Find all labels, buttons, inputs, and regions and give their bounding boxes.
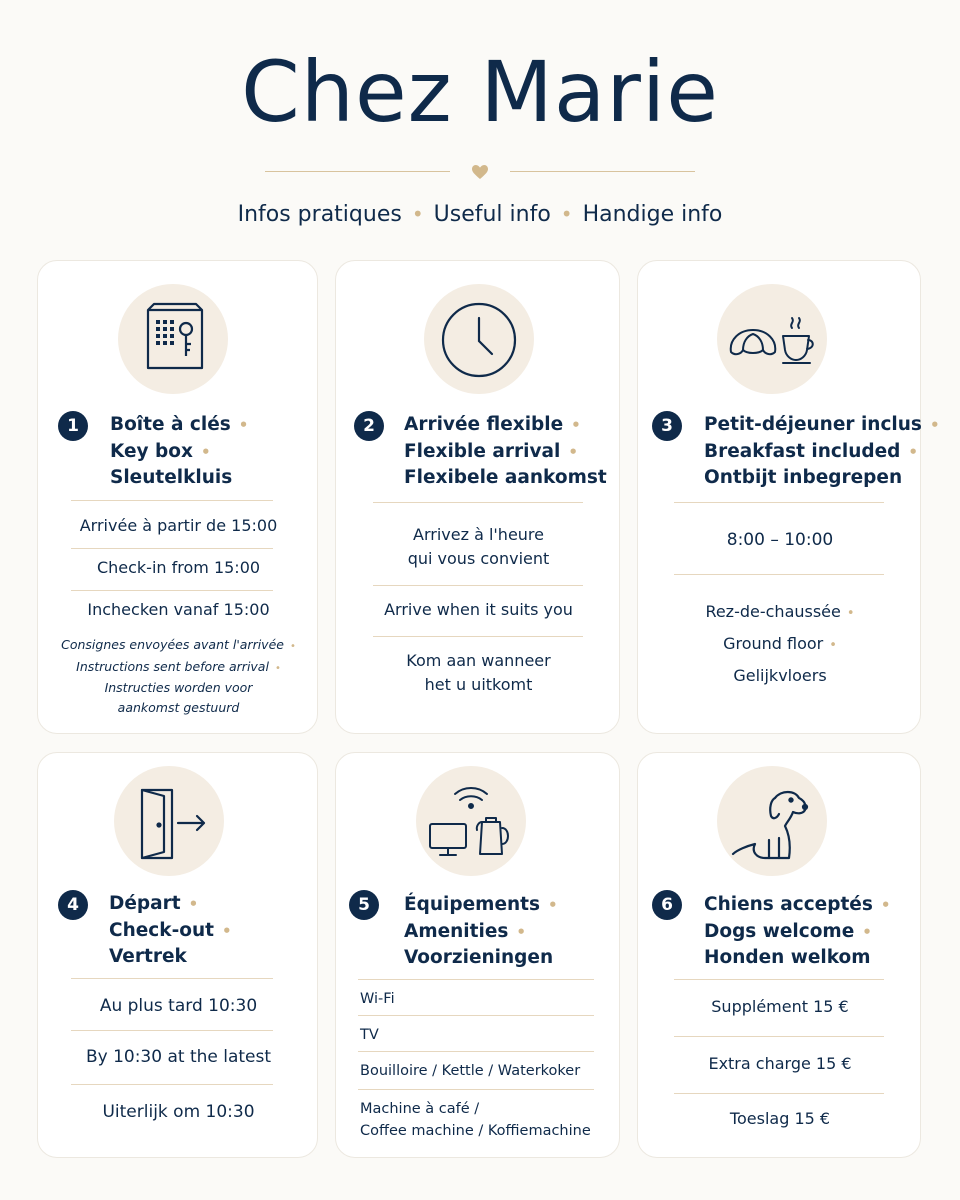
heading-en: Dogs welcome (704, 920, 855, 942)
detail-nl-2: het u uitkomt (424, 675, 533, 694)
detail-text: Uiterlijk om 10:30 (102, 1102, 255, 1122)
bullet-dot: • (289, 641, 296, 652)
card-heading (109, 891, 232, 970)
card-dogs (637, 752, 921, 1158)
card-breakfast (637, 260, 940, 734)
step-number: 1 (58, 411, 88, 441)
heading-fr: Équipements (404, 894, 541, 915)
detail-fr: Rez-de-chaussée (705, 602, 841, 621)
note-nl-2: aankomst gestuurd (117, 699, 240, 715)
subtitle-en: Useful info (433, 202, 551, 227)
detail-en: Ground floor (723, 634, 824, 653)
divider (358, 1089, 594, 1090)
detail-text: Arrive when it suits you (384, 600, 573, 619)
amenity-coffee-en-nl: Coffee machine / Koffiemachine (360, 1123, 591, 1139)
detail-nl: Gelijkvloers (733, 666, 827, 685)
detail-text: Toeslag 15 € (729, 1109, 831, 1128)
card-heading (404, 412, 607, 491)
subtitle (0, 202, 960, 227)
divider (71, 548, 273, 549)
divider-left (265, 171, 450, 172)
detail-fr-1: Arrivez à l'heure (413, 525, 544, 544)
detail-text: Supplément 15 € (711, 997, 849, 1016)
heading-en: Breakfast included (704, 440, 901, 462)
card-heading (404, 892, 558, 971)
heading-nl: Sleutelkluis (110, 467, 233, 488)
icon-circle (717, 766, 827, 876)
dog-icon (717, 766, 827, 876)
step-number: 6 (652, 890, 682, 920)
heading-nl: Honden welkom (704, 947, 871, 968)
detail-text: Extra charge 15 € (708, 1054, 852, 1073)
bullet-dot: • (571, 416, 581, 434)
heading-nl: Vertrek (109, 946, 187, 967)
detail-text (336, 523, 621, 571)
bullet-dot: • (221, 921, 232, 940)
divider (373, 636, 583, 637)
heart-icon (470, 162, 490, 182)
amenity-coffee-fr: Machine à café / (360, 1101, 480, 1117)
divider (373, 502, 583, 503)
heading-nl: Voorzieningen (404, 947, 554, 968)
divider (358, 979, 594, 980)
bullet-dot: • (274, 662, 281, 674)
detail-text: Arrivée à partir de 15:00 (79, 516, 278, 535)
note-text (38, 635, 319, 717)
bullet-dot: • (829, 638, 837, 653)
heading-en: Check-out (109, 919, 214, 941)
card-flexible-arrival (335, 260, 620, 734)
card-heading (704, 892, 890, 971)
detail-text: Au plus tard 10:30 (99, 996, 258, 1016)
heading-fr: Boîte à clés (110, 414, 231, 435)
step-number: 2 (354, 411, 384, 441)
divider (674, 1036, 884, 1037)
step-number: 4 (58, 890, 88, 920)
heading-nl: Ontbijt inbegrepen (704, 467, 903, 488)
divider (71, 978, 273, 979)
icon-circle (717, 284, 827, 394)
bullet-dot: • (238, 416, 249, 434)
icon-circle (118, 284, 228, 394)
heading-en: Amenities (404, 920, 509, 942)
divider (674, 502, 884, 503)
bullet-dot: • (188, 895, 199, 913)
divider (71, 1084, 273, 1085)
card-key-box (37, 260, 318, 734)
key-box-icon (118, 284, 228, 394)
bullet-dot: • (548, 896, 558, 914)
bullet-dot: • (929, 416, 940, 434)
amenity-item (360, 1098, 591, 1142)
heading-fr: Départ (109, 893, 181, 914)
detail-text: Check-in from 15:00 (96, 558, 261, 577)
card-heading (110, 412, 248, 491)
bullet-dot: • (846, 606, 855, 621)
icon-circle (424, 284, 534, 394)
divider (358, 1051, 594, 1052)
amenity-item: Bouilloire / Kettle / Waterkoker (360, 1063, 581, 1079)
bullet-dot: • (516, 922, 526, 941)
wifi-tv-kettle-icon (416, 766, 526, 876)
bullet-dot: • (862, 922, 872, 941)
subtitle-fr: Infos pratiques (237, 202, 402, 227)
heading-fr: Arrivée flexible (404, 414, 564, 435)
divider-right (510, 171, 695, 172)
note-en: Instructions sent before arrival (76, 658, 269, 674)
bullet-dot: • (908, 442, 919, 461)
card-heading (704, 412, 940, 491)
heading-fr: Petit-déjeuner inclus (704, 414, 922, 435)
icon-circle (114, 766, 224, 876)
heading-fr: Chiens acceptés (704, 894, 873, 915)
subtitle-nl: Handige info (582, 202, 723, 227)
detail-text: Inchecken vanaf 15:00 (87, 600, 270, 619)
card-amenities (335, 752, 620, 1158)
note-nl-1: Instructies worden voor (104, 680, 253, 695)
heading-nl: Flexibele aankomst (404, 467, 607, 488)
divider (674, 574, 884, 575)
divider (373, 585, 583, 586)
divider (358, 1015, 594, 1016)
divider (71, 590, 273, 591)
note-fr: Consignes envoyées avant l'arrivée (61, 637, 284, 652)
divider (71, 1030, 273, 1031)
divider (674, 1093, 884, 1094)
clock-icon (424, 284, 534, 394)
detail-fr-2: qui vous convient (407, 549, 550, 568)
detail-nl-1: Kom aan wanneer (406, 651, 551, 670)
bullet-dot: • (880, 896, 891, 914)
detail-text (638, 597, 922, 691)
bullet-dot: • (411, 202, 424, 226)
divider (674, 979, 884, 980)
page-title: Chez Marie (241, 43, 719, 141)
amenity-item: TV (360, 1027, 379, 1043)
card-check-out (37, 752, 318, 1158)
heading-en: Key box (110, 440, 193, 462)
divider (71, 500, 273, 501)
bullet-dot: • (200, 442, 211, 461)
bullet-dot: • (568, 442, 578, 461)
icon-circle (416, 766, 526, 876)
amenity-item: Wi-Fi (360, 991, 395, 1007)
detail-text: By 10:30 at the latest (85, 1047, 272, 1067)
detail-text (336, 649, 621, 697)
breakfast-hours: 8:00 – 10:00 (726, 530, 834, 550)
step-number: 5 (349, 890, 379, 920)
croissant-coffee-icon (717, 284, 827, 394)
step-number: 3 (652, 411, 682, 441)
bullet-dot: • (560, 202, 573, 226)
door-exit-icon (114, 766, 224, 876)
heading-en: Flexible arrival (404, 440, 561, 462)
